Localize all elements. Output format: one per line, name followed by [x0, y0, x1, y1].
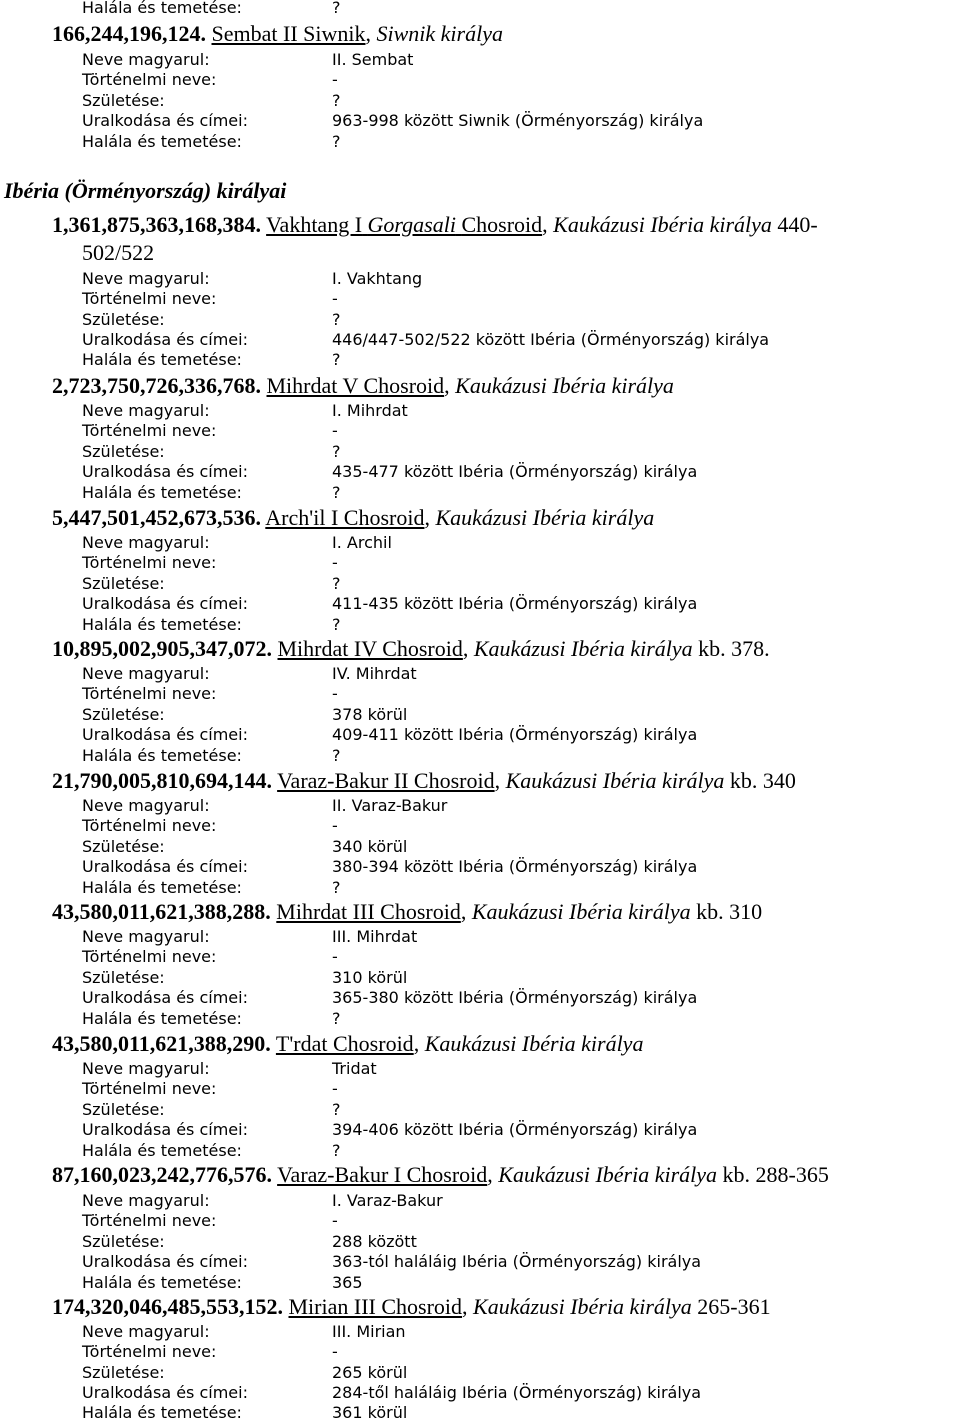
row-value: ?: [332, 483, 341, 502]
row-label: Uralkodása és címei:: [82, 330, 248, 349]
entry-name-link[interactable]: [266, 212, 542, 237]
separator: ,: [542, 212, 548, 237]
info-row-reign: [82, 330, 770, 350]
entry-dates-continued: 502/522: [82, 240, 155, 265]
entry-number: 5,447,501,452,673,536.: [52, 505, 261, 530]
row-value: 288 között: [332, 1232, 417, 1251]
row-label: Születése:: [82, 837, 165, 856]
entry-number: 10,895,002,905,347,072.: [52, 636, 272, 661]
row-value: -: [332, 684, 338, 703]
entry-dates: kb. 340: [729, 768, 796, 793]
info-row-birth: [82, 1232, 417, 1252]
entry-dates: 265-361: [697, 1294, 771, 1319]
entry-name-link[interactable]: Varaz-Bakur II Chosroid: [277, 768, 495, 793]
row-value: 411-435 között Ibéria (Örményország) királya: [332, 594, 698, 613]
info-row-hist: [82, 289, 338, 309]
row-value: II. Varaz-Bakur: [332, 796, 448, 815]
row-label: Neve magyarul:: [82, 1191, 210, 1210]
entry-heading: [52, 505, 654, 531]
entry-dates: kb. 288-365: [722, 1162, 829, 1187]
row-label: Történelmi neve:: [82, 1342, 217, 1361]
row-value: ?: [332, 442, 341, 461]
entry-number: 174,320,046,485,553,152.: [52, 1294, 283, 1319]
row-label: Uralkodása és címei:: [82, 1383, 248, 1402]
row-label: Halála és temetése:: [82, 1141, 242, 1160]
entry-name-dynasty: Chosroid: [461, 212, 543, 237]
row-label: Neve magyarul:: [82, 1059, 210, 1078]
entry-title: Kaukázusi Ibéria királya: [455, 373, 674, 398]
row-value: -: [332, 1211, 338, 1230]
info-row-name: [82, 1059, 377, 1079]
entry-title: Kaukázusi Ibéria királya: [553, 212, 772, 237]
separator: ,: [487, 1162, 493, 1187]
row-label: Uralkodása és címei:: [82, 594, 248, 613]
row-label: Történelmi neve:: [82, 289, 217, 308]
info-row-name: [82, 50, 414, 70]
info-row-reign: [82, 462, 698, 482]
row-label: Születése:: [82, 1363, 165, 1382]
info-row-name: [82, 533, 392, 553]
entry-name: Vakhtang I: [266, 212, 363, 237]
row-value: -: [332, 1342, 338, 1361]
info-row-death: [82, 746, 341, 766]
row-value: ?: [332, 878, 341, 897]
row-value: ?: [332, 1141, 341, 1160]
row-label: Uralkodása és címei:: [82, 857, 248, 876]
row-label: Halála és temetése:: [82, 746, 242, 765]
row-value: I. Varaz-Bakur: [332, 1191, 443, 1210]
entry-name-epithet: Gorgasali: [367, 212, 456, 237]
entry-heading: [52, 373, 674, 399]
entry-dates: kb. 310: [696, 899, 763, 924]
info-row-name: [82, 1191, 443, 1211]
row-value: ?: [332, 1100, 341, 1119]
row-value: I. Vakhtang: [332, 269, 423, 288]
entry-heading: [52, 768, 796, 794]
row-label: Uralkodása és címei:: [82, 1120, 248, 1139]
entry-number: 43,580,011,621,388,288.: [52, 899, 271, 924]
separator: ,: [413, 1031, 420, 1056]
entry-name-link[interactable]: Mihrdat V Chosroid: [266, 373, 445, 398]
row-label: Halála és temetése:: [82, 1273, 242, 1292]
info-row-birth: [82, 837, 408, 857]
info-row-name: [82, 401, 408, 421]
row-label: Uralkodása és címei:: [82, 988, 248, 1007]
info-row-hist: [82, 1342, 338, 1362]
row-label: Neve magyarul:: [82, 533, 210, 552]
info-row-death: [82, 615, 341, 635]
row-label: Történelmi neve:: [82, 421, 217, 440]
row-value: -: [332, 289, 338, 308]
row-label: Történelmi neve:: [82, 684, 217, 703]
row-value: Tridat: [332, 1059, 377, 1078]
row-label: Születése:: [82, 1100, 165, 1119]
row-label: Halála és temetése:: [82, 132, 242, 151]
info-row-name: [82, 796, 448, 816]
row-value: 365-380 között Ibéria (Örményország) királya: [332, 988, 698, 1007]
info-row-death: [82, 1009, 341, 1029]
row-value: ?: [332, 615, 341, 634]
row-value: -: [332, 947, 338, 966]
row-label: Halála és temetése:: [82, 878, 242, 897]
row-value: 340 körül: [332, 837, 408, 856]
row-value: 435-477 között Ibéria (Örményország) királya: [332, 462, 698, 481]
info-row-birth: [82, 968, 408, 988]
info-row-death: [82, 350, 341, 370]
row-value: -: [332, 816, 338, 835]
row-value: 409-411 között Ibéria (Örményország) királya: [332, 725, 698, 744]
entry-number: 43,580,011,621,388,290.: [52, 1031, 271, 1056]
row-label: Születése:: [82, 310, 165, 329]
entry-title: Kaukázusi Ibéria királya: [498, 1162, 718, 1187]
row-label: Uralkodása és címei:: [82, 725, 248, 744]
entry-heading: [52, 212, 818, 238]
info-row-reign: [82, 1383, 702, 1403]
separator: ,: [494, 768, 501, 793]
info-row-name: [82, 927, 418, 947]
info-row-birth: [82, 1363, 408, 1383]
row-label: Történelmi neve:: [82, 70, 217, 89]
row-label: Születése:: [82, 574, 165, 593]
row-label: Neve magyarul:: [82, 664, 210, 683]
entry-title: Kaukázusi Ibéria királya: [424, 1031, 644, 1056]
info-row-birth: [82, 91, 341, 111]
separator: ,: [444, 373, 450, 398]
row-value: ?: [332, 350, 341, 369]
entry-name-link[interactable]: T'rdat Chosroid: [275, 1031, 414, 1056]
separator: ,: [462, 636, 469, 661]
entry-name-link[interactable]: Sembat II Siwnik: [211, 21, 366, 46]
row-label: Halála és temetése:: [82, 1009, 242, 1028]
row-value: 310 körül: [332, 968, 408, 987]
row-label: Neve magyarul:: [82, 269, 210, 288]
row-value: -: [332, 553, 338, 572]
row-value: 963-998 között Siwnik (Örményország) királya: [332, 111, 704, 130]
entry-heading: [52, 21, 503, 47]
separator: ,: [365, 21, 371, 46]
row-label: Halála és temetése:: [82, 483, 242, 502]
entry-title: Siwnik királya: [376, 21, 503, 46]
row-value: ?: [332, 132, 341, 151]
row-value: ?: [332, 91, 341, 110]
row-label: Neve magyarul:: [82, 401, 210, 420]
entry-number: 1,361,875,363,168,384.: [52, 212, 261, 237]
row-value: ?: [332, 310, 341, 329]
entry-title: Kaukázusi Ibéria királya: [473, 636, 693, 661]
info-row-name: [82, 1322, 406, 1342]
info-row-birth: [82, 310, 341, 330]
row-label: Történelmi neve:: [82, 1079, 217, 1098]
row-label: Születése:: [82, 1232, 165, 1251]
entry-number: 2,723,750,726,336,768.: [52, 373, 261, 398]
entry-title: Kaukázusi Ibéria királya: [471, 899, 691, 924]
row-value: 363-tól haláláig Ibéria (Örményország) királya: [332, 1252, 702, 1271]
row-label: Történelmi neve:: [82, 553, 217, 572]
row-value: I. Mihrdat: [332, 401, 408, 420]
entry-heading: [52, 899, 762, 925]
separator: ,: [462, 1294, 468, 1319]
row-value: 265 körül: [332, 1363, 408, 1382]
row-value: -: [332, 421, 338, 440]
row-value: II. Sembat: [332, 50, 414, 69]
row-value: 284-től haláláig Ibéria (Örményország) királya: [332, 1383, 702, 1402]
info-row-birth: [82, 1100, 341, 1120]
row-label: Halála és temetése:: [82, 1403, 242, 1422]
row-label: Uralkodása és címei:: [82, 1252, 248, 1271]
row-value: 446/447-502/522 között Ibéria (Örményország) királya: [332, 330, 770, 349]
info-row-reign: [82, 594, 698, 614]
row-value: III. Mihrdat: [332, 927, 418, 946]
info-row-name: [82, 664, 417, 684]
info-row-hist: [82, 553, 338, 573]
row-value: 378 körül: [332, 705, 408, 724]
entry-dates: kb. 378.: [698, 636, 770, 661]
entry-heading: [52, 636, 770, 662]
info-row-reign: [82, 857, 698, 877]
row-value: -: [332, 70, 338, 89]
row-label: Neve magyarul:: [82, 50, 210, 69]
info-row-hist: [82, 947, 338, 967]
row-label: Történelmi neve:: [82, 947, 217, 966]
info-row-death: [82, 1141, 341, 1161]
info-row-birth: [82, 574, 341, 594]
row-value: ?: [332, 0, 341, 17]
row-value: ?: [332, 1009, 341, 1028]
row-label: Halála és temetése:: [82, 0, 242, 17]
info-row-birth: [82, 705, 408, 725]
info-row-death: [82, 1273, 363, 1293]
entry-heading: [52, 1162, 829, 1188]
separator: ,: [424, 505, 430, 530]
row-label: Születése:: [82, 442, 165, 461]
row-label: Halála és temetése:: [82, 350, 242, 369]
row-label: Születése:: [82, 705, 165, 724]
row-value: 365: [332, 1273, 363, 1292]
row-label: Uralkodása és címei:: [82, 462, 248, 481]
row-label: Születése:: [82, 91, 165, 110]
row-label: Neve magyarul:: [82, 796, 210, 815]
info-row-name: [82, 269, 423, 289]
info-row-reign: [82, 725, 698, 745]
row-label: Történelmi neve:: [82, 1211, 217, 1230]
entry-title: Kaukázusi Ibéria királya: [435, 505, 655, 530]
info-row-death: [82, 483, 341, 503]
row-value: 361 körül: [332, 1403, 408, 1422]
row-value: I. Archil: [332, 533, 392, 552]
info-row-death: [82, 1403, 408, 1423]
info-row-reign: [82, 988, 698, 1008]
info-row-birth: [82, 442, 341, 462]
entry-title: Kaukázusi Ibéria királya: [473, 1294, 692, 1319]
row-label: Történelmi neve:: [82, 816, 217, 835]
row-value: 380-394 között Ibéria (Örményország) királya: [332, 857, 698, 876]
entry-name-link[interactable]: Mihrdat IV Chosroid: [277, 636, 463, 661]
separator: ,: [460, 899, 467, 924]
row-label: Születése:: [82, 968, 165, 987]
row-label: Halála és temetése:: [82, 615, 242, 634]
row-value: III. Mirian: [332, 1322, 406, 1341]
row-value: ?: [332, 574, 341, 593]
info-row-hist: [82, 70, 338, 90]
entry-name-link[interactable]: Varaz-Bakur I Chosroid: [277, 1162, 488, 1187]
info-row-reign: [82, 111, 704, 131]
entry-number: 87,160,023,242,776,576.: [52, 1162, 272, 1187]
info-row-hist: [82, 421, 338, 441]
info-row-hist: [82, 1211, 338, 1231]
entry-title: Kaukázusi Ibéria királya: [505, 768, 725, 793]
section-title: Ibéria (Örményország) királyai: [4, 178, 287, 203]
entry-name-link[interactable]: Mirian III Chosroid: [288, 1294, 463, 1319]
entry-heading: [52, 1031, 643, 1057]
entry-name-link[interactable]: Arch'il I Chosroid: [265, 505, 425, 530]
info-row-death: [82, 0, 341, 18]
entry-dates: 440-: [777, 212, 818, 237]
entry-heading: [52, 1294, 771, 1320]
row-value: IV. Mihrdat: [332, 664, 417, 683]
info-row-death: [82, 878, 341, 898]
info-row-reign: [82, 1120, 698, 1140]
row-value: ?: [332, 746, 341, 765]
info-row-reign: [82, 1252, 702, 1272]
row-label: Uralkodása és címei:: [82, 111, 248, 130]
entry-number: 21,790,005,810,694,144.: [52, 768, 272, 793]
row-value: -: [332, 1079, 338, 1098]
info-row-hist: [82, 1079, 338, 1099]
entry-number: 166,244,196,124.: [52, 21, 206, 46]
entry-name-link[interactable]: Mihrdat III Chosroid: [276, 899, 461, 924]
info-row-hist: [82, 816, 338, 836]
info-row-death: [82, 132, 341, 152]
row-value: 394-406 között Ibéria (Örményország) királya: [332, 1120, 698, 1139]
row-label: Neve magyarul:: [82, 927, 210, 946]
info-row-hist: [82, 684, 338, 704]
row-label: Neve magyarul:: [82, 1322, 210, 1341]
